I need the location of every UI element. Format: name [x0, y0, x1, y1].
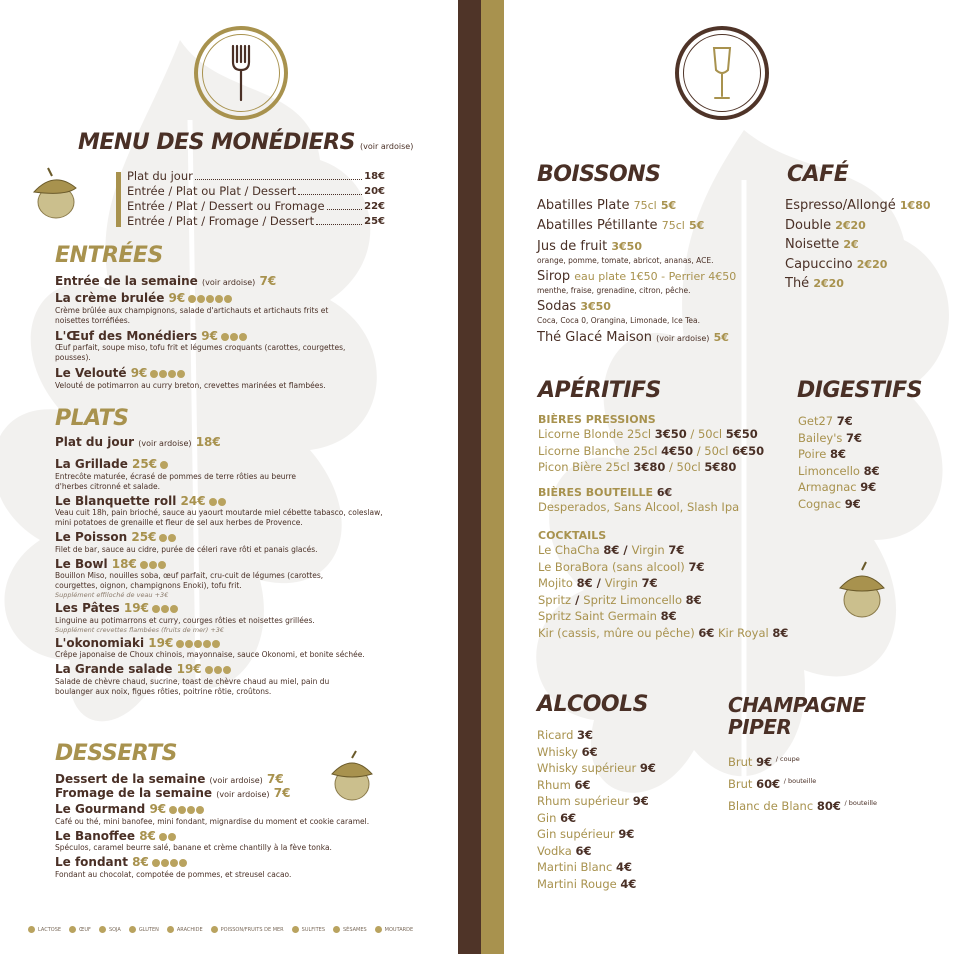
alcool-row: Martini Blanc 4€: [537, 860, 632, 874]
digestif-row: Limoncello 8€: [798, 463, 880, 478]
alcools-title: ALCOOLS: [537, 692, 648, 717]
pressions-title: BIÈRES PRESSIONS: [538, 413, 656, 426]
formula-row: [127, 184, 385, 199]
item-description: Œuf parfait, soupe miso, tofu frit et légumes croquants (carottes, courgettes, pousses).: [55, 343, 346, 362]
menu-item: [55, 855, 435, 880]
item-price: 19€: [123, 601, 149, 615]
menu-item: [55, 329, 385, 364]
allergen-icons: [140, 557, 167, 571]
item-note: (voir ardoise): [138, 439, 192, 448]
item-name: Le Poisson: [55, 530, 128, 544]
alcool-row: Gin supérieur 9€: [537, 827, 635, 841]
formula-price: 25€: [364, 216, 385, 227]
champagne-list: [728, 750, 877, 815]
legend-item: SULFITES: [292, 926, 325, 933]
drink-row: Sodas 3€50: [537, 299, 611, 314]
menu-item: [55, 802, 435, 827]
menu-title: MENU DES MONÉDIERS: [78, 130, 355, 155]
item-price: 8€: [139, 828, 156, 843]
drink-row: Thé 2€20: [785, 276, 844, 291]
drink-row: Espresso/Allongé 1€80: [785, 198, 931, 213]
drink-description: menthe, fraise, grenadine, citron, pêche.: [537, 286, 691, 295]
item-name: Entrée de la semaine: [55, 274, 198, 288]
allergen-icons: [152, 856, 188, 870]
item-description: Crème brûlée aux champignons, salade d'artichauts et artichauts frits et noisettes torréfiées.: [55, 305, 329, 325]
alcool-row: Rhum 6€: [537, 777, 591, 792]
formula-price: 20€: [364, 186, 385, 197]
menu-item: [55, 274, 385, 288]
menu-item: [55, 530, 425, 555]
drink-row: Double 2€20: [785, 217, 866, 233]
item-name: L'okonomiaki: [55, 635, 145, 650]
item-price: 19€: [176, 662, 202, 676]
formula-row: [127, 199, 385, 214]
item-name: Le Banoffee: [55, 828, 135, 843]
item-note: (voir ardoise): [216, 790, 270, 799]
item-name: Le Gourmand: [55, 802, 146, 816]
item-price: 9€: [168, 291, 186, 305]
legend-item: SÉSAMES: [333, 926, 367, 933]
item-price: 9€: [130, 366, 148, 380]
acorn-icon: [26, 166, 82, 220]
boissons-title: BOISSONS: [537, 162, 661, 187]
item-name: La Grillade: [55, 457, 128, 471]
drink-row: Capuccino 2€20: [785, 256, 888, 272]
champagne-row: Brut 9€ $^{/ coupe}$: [728, 754, 800, 769]
alcool-row: Vodka 6€: [537, 843, 592, 858]
menu-item: [55, 457, 425, 492]
entrees-list: [55, 274, 385, 391]
formula-price: 18€: [364, 171, 385, 182]
item-price: 9€: [149, 802, 167, 816]
bouteille-title: BIÈRES BOUTEILLE 6€: [538, 485, 673, 499]
formula-label: Entrée / Plat ou Plat / Dessert: [127, 184, 297, 198]
item-name: La crème brulée: [55, 291, 165, 305]
drink-description: Coca, Coca 0, Orangina, Limonade, Ice Tea.: [537, 316, 700, 325]
beer-row: Licorne Blonde 25cl 3€50 / 50cl 5€50: [538, 427, 758, 441]
formula-price: 22€: [364, 201, 385, 212]
item-price: 25€: [131, 530, 157, 544]
alcool-row: Gin 6€: [537, 810, 577, 825]
alcool-row: Martini Rouge 4€: [537, 876, 637, 891]
menu-item: [55, 662, 425, 697]
formula-row: [127, 169, 385, 184]
item-name: Le Bowl: [55, 556, 108, 571]
formula-label: Entrée / Plat / Fromage / Dessert: [127, 214, 315, 228]
item-description: Veau cuit 18h, pain brioché, sauce au yaourt moutarde miel cébette tabasco, coleslaw, mini potatoes de grenaille et fleur de sel aux herbes de Provence.: [55, 508, 383, 527]
item-description: Velouté de potimarron au curry breton, crevettes marinées et flambées.: [55, 380, 326, 390]
cocktail-row: Spritz / Spritz Limoncello 8€: [538, 592, 702, 607]
allergen-icons: [160, 458, 169, 472]
cafe-title: CAFÉ: [787, 162, 849, 187]
menu-item: [55, 557, 425, 600]
cocktails-title: COCKTAILS: [538, 529, 607, 542]
legend-item: ARACHIDE: [167, 926, 203, 933]
digestif-row: Get27 7€: [798, 414, 853, 428]
drink-row: Noisette 2€: [785, 237, 859, 252]
item-price: 9€: [201, 328, 218, 343]
aperitifs-block: [538, 413, 788, 641]
beer-row: Picon Bière 25cl 3€80 / 50cl 5€80: [538, 460, 737, 474]
drink-row: Sirop eau plate 1€50 - Perrier 4€50: [537, 269, 737, 284]
digestif-row: Cognac 9€: [798, 496, 861, 511]
beer-row: Licorne Blanche 25cl 4€50 / 50cl 6€50: [538, 443, 765, 458]
menu-formulas: [127, 169, 385, 229]
item-price: 18€: [111, 556, 137, 571]
spine-gold-band: [481, 0, 504, 954]
allergen-icons: [209, 494, 227, 508]
boissons-list: [537, 196, 736, 349]
item-price: 19€: [148, 635, 174, 650]
menu-item: [55, 636, 425, 661]
menu-item: [55, 772, 435, 786]
menu-title-row: [78, 130, 413, 155]
menu-title-note: (voir ardoise): [360, 142, 414, 151]
item-name: L'Œuf des Monédiers: [55, 328, 198, 343]
menu-item: [55, 435, 425, 449]
cocktail-row: Mojito 8€ / Virgin 7€: [538, 576, 658, 590]
item-supplement: Supplément effiloché de veau +3€: [55, 591, 169, 599]
item-name: Fromage de la semaine: [55, 786, 213, 800]
cocktail-row: Kir (cassis, mûre ou pêche) 6€ Kir Royal 8€: [538, 625, 789, 640]
champagne-title: CHAMPAGNE PIPER: [728, 693, 866, 739]
item-name: Les Pâtes: [55, 601, 120, 615]
item-price: 7€: [259, 274, 277, 288]
allergen-icons: [159, 829, 177, 843]
legend-item: SOJA: [99, 926, 121, 933]
digestifs-title: DIGESTIFS: [797, 378, 922, 403]
allergen-icons: [176, 636, 221, 650]
allergen-legend: [28, 926, 413, 933]
plats-title: PLATS: [55, 406, 129, 431]
champagne-row: Blanc de Blanc 80€ $^{/ bouteille}$: [728, 798, 877, 813]
item-description: Bouillon Miso, nouilles soba, œuf parfait, cru-cuit de légumes (carottes, courgettes, oignon, champignons Enoki), tofu frit.: [55, 571, 324, 590]
drink-row: Abatilles Pétillante 75cl 5€: [537, 218, 705, 233]
item-name: Plat du jour: [55, 435, 135, 449]
item-price: 8€: [132, 855, 149, 869]
menu-item: [55, 291, 385, 326]
legend-item: GLUTEN: [129, 926, 159, 933]
menu-item: [55, 786, 435, 800]
alcool-row: Whisky 6€: [537, 744, 598, 759]
item-name: Le Velouté: [55, 366, 127, 380]
drink-description: orange, pomme, tomate, abricot, ananas, ACE.: [537, 256, 714, 265]
champagne-row: Brut 60€ $^{/ bouteille}$: [728, 776, 817, 791]
cocktail-row: Spritz Saint Germain 8€: [538, 609, 677, 623]
allergen-icons: [221, 329, 248, 343]
legend-item: MOUTARDE: [375, 926, 413, 933]
digestif-row: Poire 8€: [798, 447, 846, 461]
wine-glass-emblem: [675, 26, 769, 120]
item-description: Salade de chèvre chaud, sucrine, toast de chèvre chaud au miel, pain du boulanger aux noix, figues rôties, poitrine rôtie, croûtons.: [55, 676, 330, 696]
menu-item: [55, 494, 425, 529]
wine-glass-icon: [711, 44, 733, 102]
allergen-icons: [150, 367, 186, 381]
item-name: Le fondant: [55, 855, 128, 869]
spine-brown-band: [458, 0, 481, 954]
legend-item: POISSON/FRUITS DE MER: [211, 926, 284, 933]
acorn-icon: [832, 560, 890, 622]
item-price: 7€: [273, 786, 291, 800]
menu-item: [55, 601, 425, 634]
fork-icon: [230, 44, 252, 102]
desserts-title: DESSERTS: [55, 741, 178, 766]
alcool-row: Rhum supérieur 9€: [537, 794, 649, 808]
cocktail-row: Le BoraBora (sans alcool) 7€: [538, 559, 705, 574]
drink-row: Thé Glacé Maison (voir ardoise) 5€: [537, 330, 729, 345]
cocktail-row: Le ChaCha 8€ / Virgin 7€: [538, 543, 685, 557]
item-price: 24€: [180, 493, 206, 508]
allergen-icons: [159, 531, 177, 545]
allergen-icons: [152, 602, 179, 616]
allergen-icons: [205, 663, 232, 677]
bouteille-list: Desperados, Sans Alcool, Slash Ipa: [538, 499, 740, 514]
item-description: Entrecôte maturée, écrasé de pommes de terre rôties au beurre d'herbes citronné et salade.: [55, 471, 297, 491]
item-description: Filet de bar, sauce au cidre, purée de céleri rave rôti et panais glacés.: [55, 544, 318, 554]
item-description: Spéculos, caramel beurre salé, banane et crème chantilly à la fève tonka.: [55, 843, 332, 852]
digestif-row: Armagnac 9€: [798, 480, 877, 494]
item-description: Café ou thé, mini banofee, mini fondant, mignardise du moment et cookie caramel.: [55, 816, 370, 826]
drink-row: Abatilles Plate 75cl 5€: [537, 198, 677, 213]
item-note: (voir ardoise): [202, 278, 256, 287]
fork-emblem: [194, 26, 288, 120]
item-name: Dessert de la semaine: [55, 772, 206, 786]
digestifs-list: [798, 413, 880, 512]
item-description: Linguine au potimarrons et curry, courges rôties et noisettes grillées.: [55, 615, 315, 625]
item-note: (voir ardoise): [209, 776, 263, 785]
legend-item: LACTOSE: [28, 926, 61, 933]
allergen-icons: [169, 803, 205, 817]
desserts-list: [55, 772, 435, 880]
item-supplement: Supplément crevettes flambées (fruits de mer) +3€: [55, 625, 225, 634]
item-description: Crêpe japonaise de Choux chinois, mayonnaise, sauce Okonomi, et bonite séchée.: [55, 650, 365, 659]
drink-row: Jus de fruit 3€50: [537, 239, 642, 254]
item-description: Fondant au chocolat, compotée de pommes, et streusel cacao.: [55, 869, 292, 879]
allergen-icons: [188, 292, 233, 306]
menu-formula-bar: [116, 172, 121, 227]
item-price: 25€: [132, 457, 158, 471]
aperitifs-title: APÉRITIFS: [538, 378, 661, 403]
cafe-list: [785, 196, 931, 294]
alcool-row: Whisky supérieur 9€: [537, 761, 656, 775]
alcools-list: [537, 727, 656, 892]
menu-item: [55, 829, 435, 854]
entrees-title: ENTRÉES: [55, 243, 163, 268]
item-price: 18€: [195, 435, 221, 449]
legend-item: ŒUF: [69, 926, 91, 933]
plats-list: [55, 435, 425, 697]
item-name: Le Blanquette roll: [55, 493, 177, 508]
menu-item: [55, 366, 385, 391]
digestif-row: Bailey's 7€: [798, 430, 863, 445]
formula-row: [127, 214, 385, 229]
alcool-row: Ricard 3€: [537, 728, 594, 742]
item-name: La Grande salade: [55, 662, 173, 676]
formula-label: Entrée / Plat / Dessert ou Fromage: [127, 199, 325, 213]
item-price: 7€: [266, 772, 284, 786]
formula-label: Plat du jour: [127, 169, 193, 183]
